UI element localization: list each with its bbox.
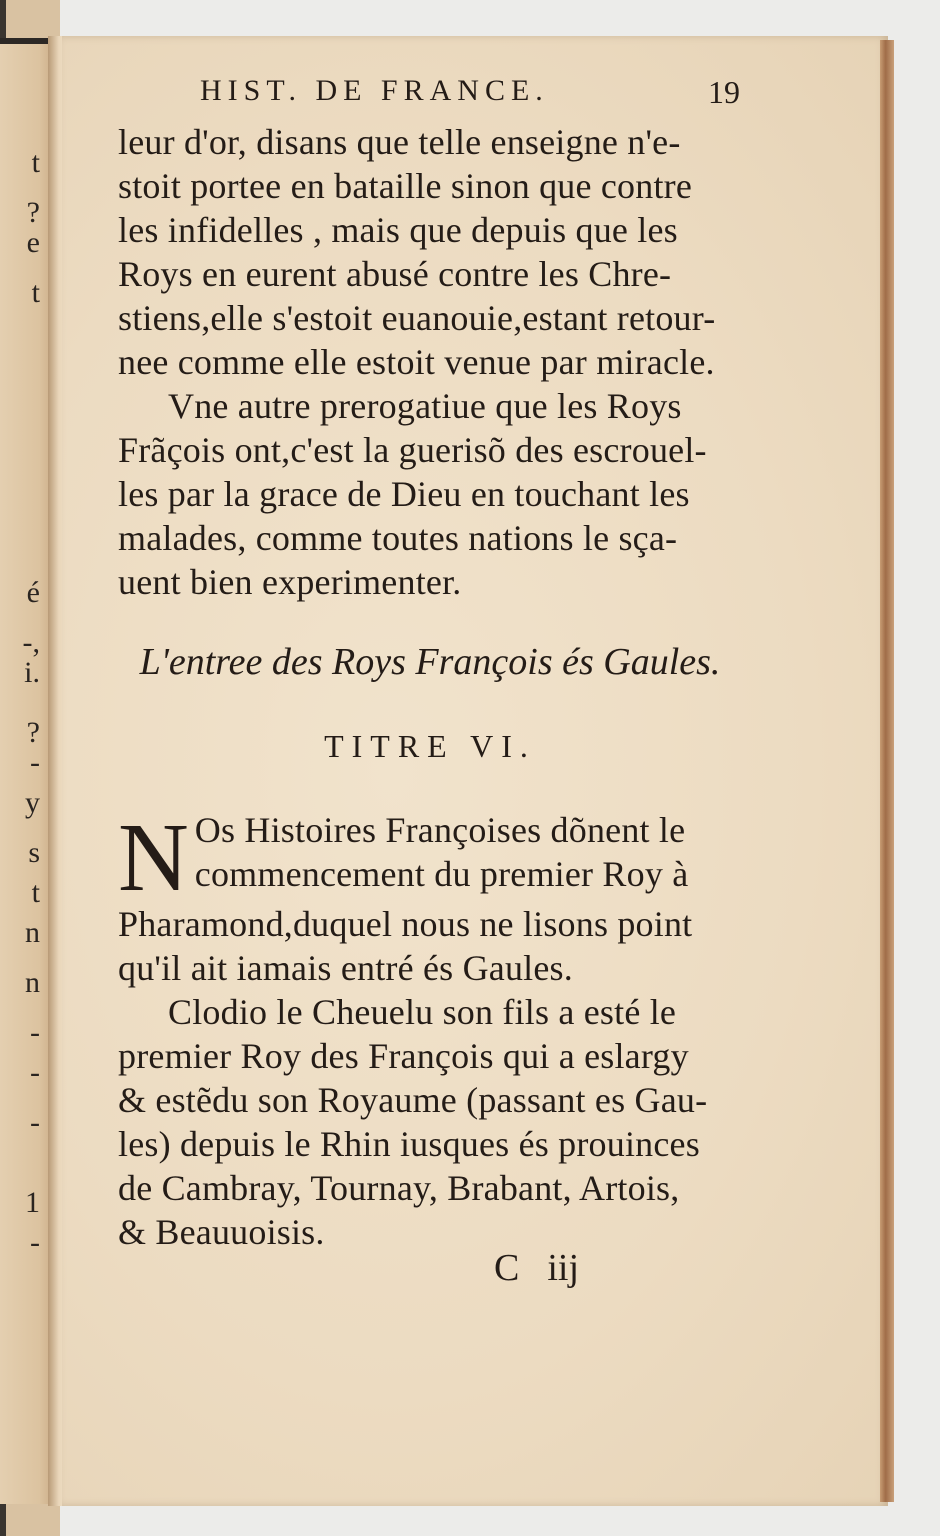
facing-page-fragment: y: [25, 786, 40, 819]
facing-page-fragment: ?: [26, 196, 40, 229]
text-line: & estẽdu son Royaume (passant es Gau-: [118, 1080, 708, 1120]
signature-numeral: iij: [547, 1247, 580, 1289]
running-head-title: HIST. DE FRANCE.: [200, 74, 549, 107]
facing-page-fragment: e: [26, 226, 40, 259]
text-line: commencement du premier Roy à: [194, 854, 689, 894]
facing-page-fragment: i.: [24, 656, 40, 689]
signature-letter: C: [494, 1247, 520, 1289]
facing-page-fragment: t: [31, 276, 40, 309]
facing-page-fragment: t: [31, 876, 40, 909]
facing-page-fragment: -: [30, 746, 40, 779]
text-line: nee comme elle estoit venue par miracle.: [118, 342, 715, 382]
facing-page-fragment: t: [31, 146, 40, 179]
text-line: Frãçois ont,c'est la guerisõ des escrouel-: [118, 430, 707, 470]
text-line: Os Histoires Françoises dõnent le: [194, 810, 686, 850]
facing-page-fragment: é: [26, 576, 40, 609]
text-line: stoit portee en bataille sinon que contre: [118, 166, 693, 206]
facing-page-fragment: n: [25, 966, 40, 999]
text-line: malades, comme toutes nations le sça-: [118, 518, 678, 558]
text-line: les par la grace de Dieu en touchant les: [118, 474, 690, 514]
text-line: les infidelles , mais que depuis que les: [118, 210, 678, 250]
facing-page-fragment: ?: [26, 716, 40, 749]
facing-page-fragment: -: [30, 1226, 40, 1259]
section-heading: L'entree des Roys François és Gaules.: [139, 641, 721, 683]
text-line: Vne autre prerogatiue que les Roys: [168, 386, 682, 426]
facing-page-fragment: -: [30, 1106, 40, 1139]
text-line: uent bien experimenter.: [118, 562, 462, 602]
text-line: les) depuis le Rhin iusques és prouinces: [118, 1124, 700, 1164]
signature-mark: [494, 1246, 607, 1290]
running-head: [200, 74, 740, 114]
facing-page-fragment: s: [28, 836, 40, 869]
text-line: leur d'or, disans que telle enseigne n'e-: [118, 122, 681, 162]
text-line: stiens,elle s'estoit euanouie,estant retour-: [118, 298, 716, 338]
facing-page-fragment: -: [30, 1016, 40, 1049]
drop-cap: N: [118, 804, 189, 912]
page-edge: [880, 40, 894, 1502]
paragraph-1: [118, 120, 738, 604]
facing-page-fragments: [0, 44, 50, 1504]
text-line: Clodio le Cheuelu son fils a esté le: [168, 992, 677, 1032]
text-line: de Cambray, Tournay, Brabant, Artois,: [118, 1168, 680, 1208]
page-number: 19: [708, 74, 740, 110]
text-line: qu'il ait iamais entré és Gaules.: [118, 948, 573, 988]
chapter-title: TITRE VI.: [324, 728, 536, 764]
dropcap-block: [118, 804, 738, 912]
paragraph-3: [118, 804, 738, 1254]
text-line: Roys en eurent abusé contre les Chre-: [118, 254, 672, 294]
facing-page-fragment: -,: [22, 626, 40, 659]
text-line: Pharamond,duquel nous ne lisons point: [118, 904, 693, 944]
text-line: & Beauuoisis.: [118, 1212, 325, 1252]
facing-page-fragment: 1: [25, 1186, 40, 1219]
facing-page-fragment: -: [30, 1056, 40, 1089]
text-line: premier Roy des François qui a eslargy: [118, 1036, 689, 1076]
facing-page-fragment: n: [25, 916, 40, 949]
